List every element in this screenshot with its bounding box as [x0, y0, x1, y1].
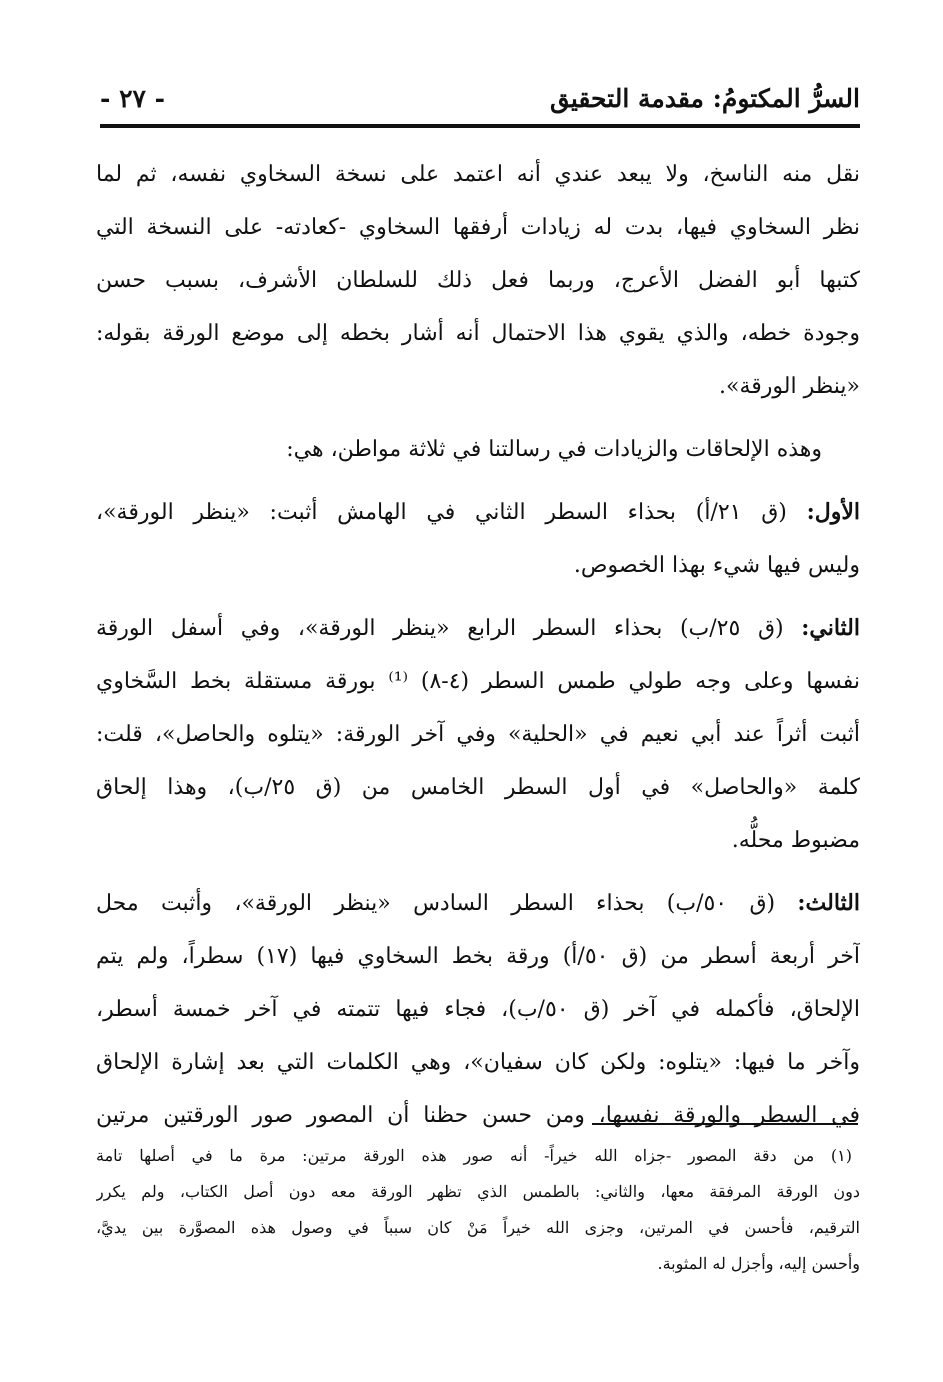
paragraph-lead: الثاني: — [801, 615, 860, 641]
footnote-separator — [592, 1123, 858, 1125]
paragraph-lead: الثالث: — [797, 890, 860, 916]
text-line — [96, 486, 860, 539]
text-line-rest: (ق ٢٥/ب) بحذاء السطر الرابع «ينظر الورقة»، وفي أسفل الورقة — [96, 616, 802, 641]
main-text — [96, 148, 860, 1142]
text-line — [96, 602, 860, 655]
text-line-rest: (ق ٥٠/ب) بحذاء السطر السادس «ينظر الورقة»، وأثبت محل — [96, 891, 798, 916]
text-line — [96, 877, 860, 930]
text-line: نظر السخاوي فيها، بدت له زيادات أرفقها السخاوي -كعادته- على النسخة التي — [96, 215, 860, 240]
text-line: كلمة «والحاصل» في أول السطر الخامس من (ق ٢٥/ب)، وهذا إلحاق — [96, 775, 860, 800]
paragraph-gap — [96, 592, 860, 602]
text-line-rest: (ق ٢١/أ) بحذاء السطر الثاني في الهامش أثبت: «ينظر الورقة»، — [96, 500, 807, 525]
text-line: في السطر والورقة نفسها، ومن حسن حظنا أن المصور صور الورقتين مرتين — [96, 1103, 860, 1128]
text-line: كتبها أبو الفضل الأعرج، وربما فعل ذلك للسلطان الأشرف، بسبب حسن — [96, 268, 860, 293]
footnote-line: وأحسن إليه، وأجزل له المثوبة. — [657, 1254, 860, 1273]
text-line: وجودة خطه، والذي يقوي هذا الاحتمال أنه أشار بخطه إلى موضع الورقة بقوله: — [96, 321, 860, 346]
text-line: نقل منه الناسخ، ولا يبعد عندي أنه اعتمد على نسخة السخاوي نفسه، ثم لما — [96, 162, 860, 187]
text-line: وآخر ما فيها: «يتلوه: ولكن كان سفيان»، وهي الكلمات التي بعد إشارة الإلحاق — [96, 1050, 860, 1075]
paragraph-gap — [96, 867, 860, 877]
paragraph-gap — [96, 476, 860, 486]
running-title: السرُّ المكتومُ: مقدمة التحقيق — [550, 84, 860, 113]
text-line: «ينظر الورقة». — [719, 374, 860, 399]
text-line: وليس فيها شيء بهذا الخصوص. — [573, 553, 860, 578]
text-line: أثبت أثراً عند أبي نعيم في «الحلية» وفي آخر الورقة: «يتلوه والحاصل»، قلت: — [96, 722, 860, 747]
footnote — [96, 1138, 860, 1282]
text-line: آخر أربعة أسطر من (ق ٥٠/أ) ورقة بخط السخاوي فيها (١٧) سطراً، ولم يتم — [96, 944, 860, 969]
text-line: مضبوط محلُّه. — [731, 828, 860, 853]
footnote-line: (١) من دقة المصور -جزاه الله خيراً- أنه صور هذه الورقة مرتين: مرة ما في أصلها تامة — [96, 1146, 852, 1165]
text-line: نفسها وعلى وجه طولي طمس السطر (٤-٨) ⁽¹⁾ بورقة مستقلة بخط السَّخاوي — [96, 669, 860, 694]
footnote-line: دون الورقة المرفقة معها، والثاني: بالطمس الذي تظهر الورقة معه دون أصل الكتاب، ولم يكرر — [96, 1182, 860, 1201]
header-rule — [100, 124, 860, 128]
page-number: - ٢٧ - — [100, 84, 166, 113]
footnote-line: الترقيم، فأحسن في المرتين، وجزى الله خيراً مَنْ كان سبباً في وصول هذه المصوَّرة بين يديَّ، — [96, 1218, 860, 1237]
page-header — [100, 80, 860, 122]
text-line: الإلحاق، فأكمله في آخر (ق ٥٠/ب)، فجاء فيها تتمته في آخر خمسة أسطر، — [96, 997, 860, 1022]
text-line: وهذه الإلحاقات والزيادات في رسالتنا في ثلاثة مواطن، هي: — [286, 437, 822, 462]
paragraph-gap — [96, 413, 860, 423]
paragraph-lead: الأول: — [806, 499, 860, 525]
